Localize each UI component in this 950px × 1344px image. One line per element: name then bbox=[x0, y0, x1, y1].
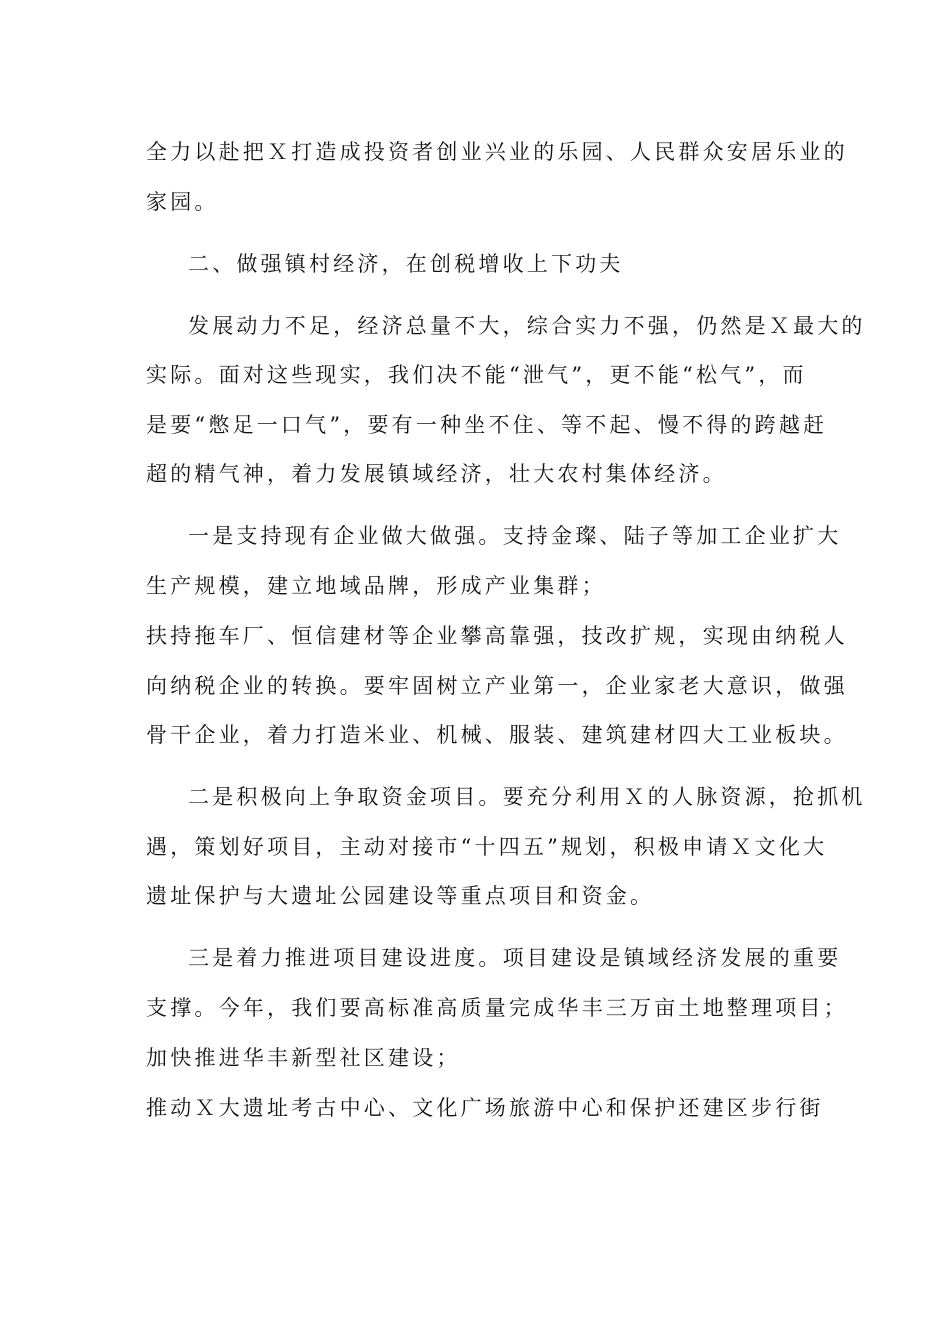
paragraph-line: 二是积极向上争取资金项目。要充分利用Ｘ的人脉资源，抢抓机 bbox=[188, 785, 866, 809]
paragraph-line: 支撑。今年，我们要高标准高质量完成华丰三万亩土地整理项目； bbox=[146, 996, 848, 1020]
paragraph-line: 一是支持现有企业做大做强。支持金璨、陆子等加工企业扩大 bbox=[188, 524, 842, 548]
paragraph-line: 加快推进华丰新型社区建设； bbox=[146, 1046, 461, 1070]
paragraph-line: 遇，策划好项目，主动对接市“十四五”规划，积极申请Ｘ文化大 bbox=[146, 835, 828, 859]
paragraph-line: 遗址保护与大遗址公园建设等重点项目和资金。 bbox=[146, 884, 655, 908]
paragraph-line: 发展动力不足，经济总量不大，综合实力不强，仍然是Ｘ最大的 bbox=[188, 314, 866, 338]
paragraph-line: 扶持拖车厂、恒信建材等企业攀高靠强，技改扩规，实现由纳税人 bbox=[146, 624, 848, 648]
paragraph-line: 骨干企业，着力打造米业、机械、服装、建筑建材四大工业板块。 bbox=[146, 723, 848, 747]
paragraph-line: 实际。面对这些现实，我们决不能“泄气”，更不能“松气”，而 bbox=[146, 363, 807, 387]
paragraph-line: 推动Ｘ大遗址考古中心、文化广场旅游中心和保护还建区步行街 bbox=[146, 1096, 824, 1120]
paragraph-line: 是要“憋足一口气”，要有一种坐不住、等不起、慢不得的跨越赶 bbox=[146, 413, 828, 437]
paragraph-line: 超的精气神，着力发展镇域经济，壮大农村集体经济。 bbox=[146, 462, 727, 486]
paragraph-line: 三是着力推进项目建设进度。项目建设是镇域经济发展的重要 bbox=[188, 946, 842, 970]
paragraph-line: 生产规模，建立地域品牌，形成产业集群； bbox=[146, 574, 606, 598]
paragraph-line: 家园。 bbox=[146, 190, 219, 214]
paragraph-line: 向纳税企业的转换。要牢固树立产业第一，企业家老大意识，做强 bbox=[146, 674, 848, 698]
paragraph-line: 全力以赴把Ｘ打造成投资者创业兴业的乐园、人民群众安居乐业的 bbox=[146, 140, 848, 164]
section-heading: 二、做强镇村经济，在创税增收上下功夫 bbox=[188, 252, 624, 276]
